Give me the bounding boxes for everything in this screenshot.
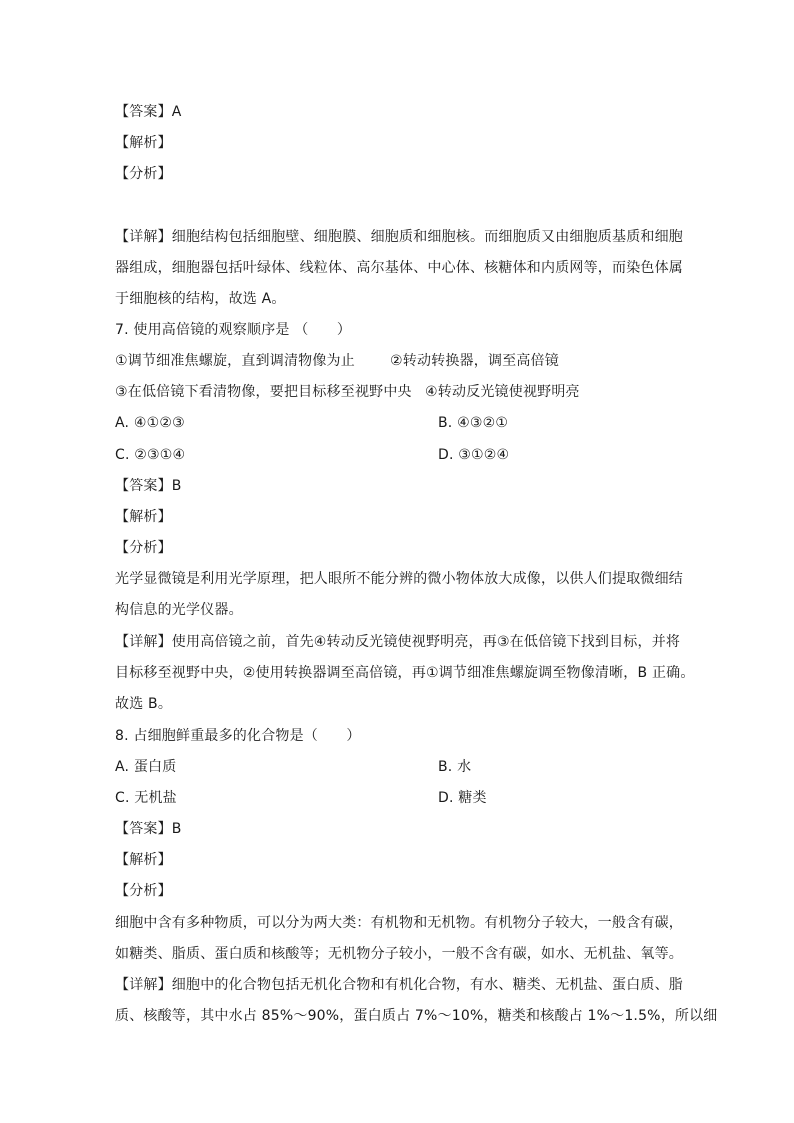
q6-detail-line: 器组成，细胞器包括叶绿体、线粒体、高尔基体、中心体、核糖体和内质网等，而染色体属 [115,260,683,276]
q7-step-4: ④转动反光镜使视野明亮 [425,384,580,400]
q7-detail-line: 【详解】使用高倍镜之前，首先④转动反光镜使视野明亮，再③在低倍镜下找到目标，并将 [115,634,681,650]
q6-detail-line: 【详解】细胞结构包括细胞壁、细胞膜、细胞质和细胞核。而细胞质又由细胞质基质和细胞 [115,229,683,245]
q8-fenxi-line: 细胞中含有多种物质，可以分为两大类：有机物和无机物。有机物分子较大，一般含有碳， [115,915,683,931]
q7-option-c: C. ②③①④ [115,447,186,463]
q8-fenxi-line: 如糖类、脂质、蛋白质和核酸等；无机物分子较小，一般不含有碳，如水、无机盐、氧等。 [115,946,683,962]
q7-step-2: ②转动转换器，调至高倍镜 [390,353,559,369]
q8-option-b: B. 水 [438,759,472,775]
q7-detail-line: 故选 B。 [115,696,173,712]
q8-analysis-heading: 【解析】 [115,852,172,868]
q8-option-c: C. 无机盐 [115,790,177,806]
q7-step-1: ①调节细准焦螺旋，直到调清物像为止 [115,353,355,369]
q8-detail-line: 【详解】细胞中的化合物包括无机化合物和有机化合物，有水、糖类、无机盐、蛋白质、脂 [115,977,683,993]
q7-stem: 7. 使用高倍镜的观察顺序是 （ ） [115,322,352,338]
q7-step-3: ③在低倍镜下看清物像，要把目标移至视野中央 [115,384,412,400]
q7-fenxi-line: 构信息的光学仪器。 [115,602,243,618]
q7-option-a: A. ④①②③ [115,415,185,431]
q7-fenxi-line: 光学显微镜是利用光学原理，把人眼所不能分辨的微小物体放大成像，以供人们提取微细结 [115,571,683,587]
q8-detail-line: 质、核酸等，其中水占 85%～90%，蛋白质占 7%～10%，糖类和核酸占 1%～1.5%，所以细 [115,1008,718,1024]
q7-option-d: D. ③①②④ [438,447,510,463]
q7-fenxi-heading: 【分析】 [115,540,172,556]
q7-option-b: B. ④③②① [438,415,509,431]
q6-analysis-heading: 【解析】 [115,135,172,151]
q8-fenxi-heading: 【分析】 [115,883,172,899]
q6-detail-line: 于细胞核的结构，故选 A。 [115,291,286,307]
q7-answer: 【答案】B [115,478,182,494]
q8-option-d: D. 糖类 [438,790,487,806]
q6-answer: 【答案】A [115,104,182,120]
q7-detail-line: 目标移至视野中央，②使用转换器调至高倍镜，再①调节细准焦螺旋调至物像清晰，B 正确。 [115,665,695,681]
q8-option-a: A. 蛋白质 [115,759,177,775]
q8-answer: 【答案】B [115,821,182,837]
q6-fenxi-heading: 【分析】 [115,166,172,182]
q7-analysis-heading: 【解析】 [115,509,172,525]
q8-stem: 8. 占细胞鲜重最多的化合物是（ ） [115,728,361,744]
